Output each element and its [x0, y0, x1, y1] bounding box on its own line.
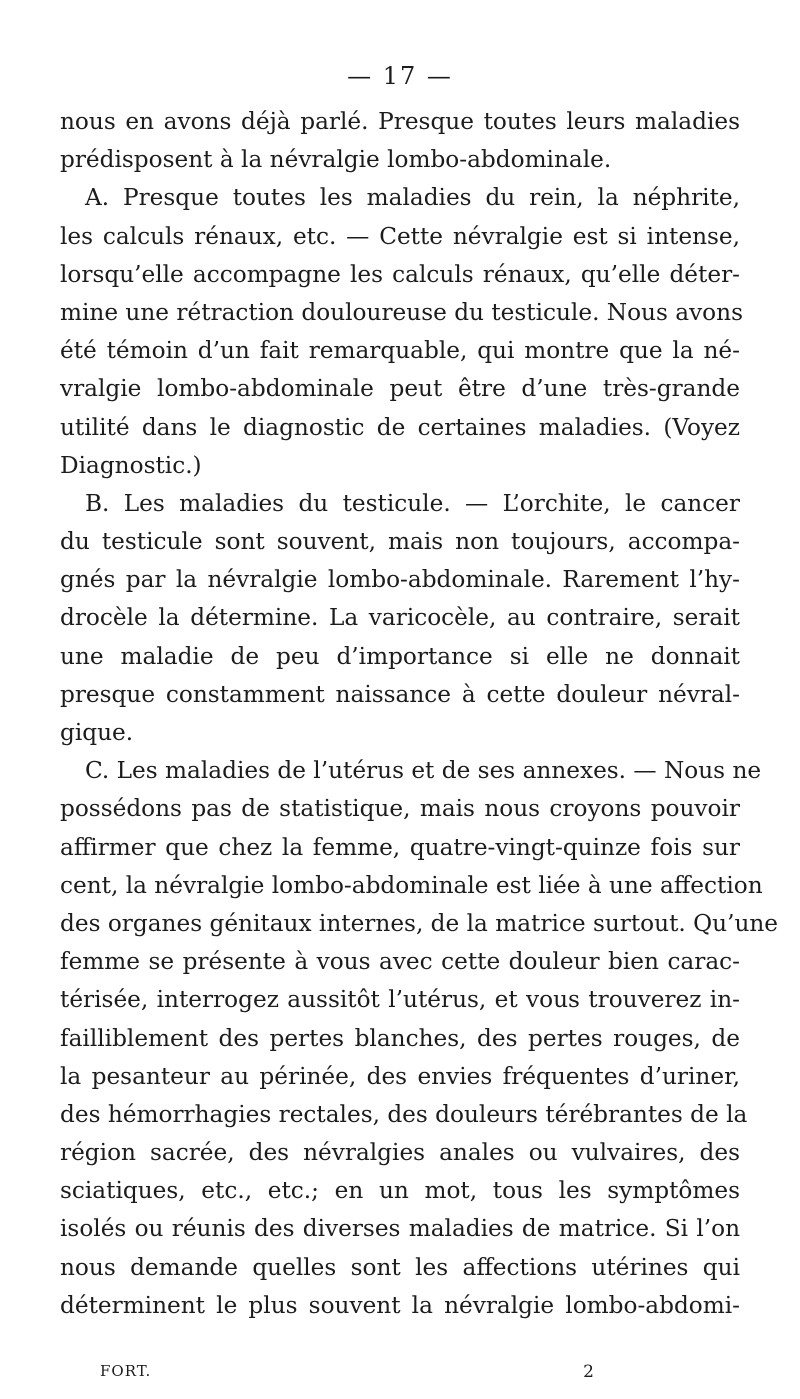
text-line: les calculs rénaux, etc. — Cette névralgie est si intense, [60, 222, 740, 250]
text-line: gnés par la névralgie lombo-abdominale. Rarement l’hy- [60, 566, 740, 594]
text-line: isolés ou réunis des diverses maladies de matrice. Si l’on [60, 1215, 740, 1243]
text-line: mine une rétraction douloureuse du testicule. Nous avons [60, 298, 743, 326]
text-line: déterminent le plus souvent la névralgie lombo-abdomi- [60, 1291, 740, 1319]
text-line: vralgie lombo-abdominale peut être d’une très-grande [60, 375, 740, 403]
text-line: la pesanteur au périnée, des envies fréquentes d’uriner, [60, 1062, 740, 1090]
signature-mark: FORT. [100, 1362, 152, 1380]
text-line: utilité dans le diagnostic de certaines maladies. (Voyez [60, 413, 740, 441]
text-line: du testicule sont souvent, mais non toujours, accompa- [60, 528, 740, 556]
text-line: des organes génitaux internes, de la matrice surtout. Qu’une [60, 909, 779, 937]
body-text [60, 103, 779, 1325]
sheet-number: 2 [583, 1362, 595, 1382]
text-line: gique. [60, 719, 134, 746]
text-line: A. Presque toutes les maladies du rein, la néphrite, [85, 184, 740, 212]
text-line: Diagnostic.) [60, 451, 202, 479]
text-line: B. Les maladies du testicule. — L’orchite, le cancer [85, 489, 740, 517]
text-line: une maladie de peu d’importance si elle ne donnait [60, 642, 740, 670]
text-line: région sacrée, des névralgies anales ou vulvaires, des [60, 1139, 740, 1167]
text-line: failliblement des pertes blanches, des pertes rouges, de [60, 1024, 740, 1052]
text-line: affirmer que chez la femme, quatre-vingt-quinze fois sur [60, 833, 740, 861]
text-line: lorsqu’elle accompagne les calculs rénaux, qu’elle déter- [60, 260, 740, 288]
text-line: nous demande quelles sont les affections utérines qui [60, 1253, 740, 1281]
text-line: nous en avons déjà parlé. Presque toutes leurs maladies [60, 108, 740, 135]
text-line: térisée, interrogez aussitôt l’utérus, et vous trouverez in- [60, 986, 740, 1014]
text-line: prédisposent à la névralgie lombo-abdominale. [60, 146, 612, 174]
text-line: des hémorrhagies rectales, des douleurs térébrantes de la [60, 1100, 748, 1128]
text-line: possédons pas de statistique, mais nous croyons pouvoir [60, 795, 740, 823]
text-line: femme se présente à vous avec cette douleur bien carac- [60, 948, 740, 976]
page-number: — 17 — [347, 62, 453, 90]
text-line: drocèle la détermine. La varicocèle, au contraire, serait [60, 604, 740, 632]
text-line: C. Les maladies de l’utérus et de ses annexes. — Nous ne [85, 757, 762, 785]
text-line: cent, la névralgie lombo-abdominale est liée à une affection [60, 871, 763, 899]
text-line: été témoin d’un fait remarquable, qui montre que la né- [60, 337, 740, 365]
text-line: sciatiques, etc., etc.; en un mot, tous les symptômes [60, 1177, 740, 1205]
text-line: presque constamment naissance à cette douleur névral- [60, 680, 740, 708]
